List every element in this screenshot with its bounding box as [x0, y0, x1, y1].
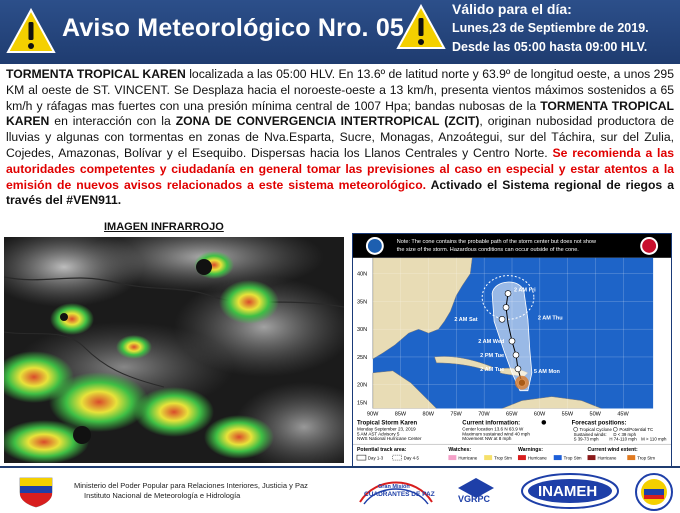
vgrpc-label: VGRPC [458, 494, 491, 504]
lat-label: 20N [356, 382, 368, 389]
lon-label: 75W [450, 411, 462, 418]
point-label: 2 AM Fri [513, 287, 536, 294]
infrared-satellite-image [4, 237, 344, 463]
point-label: 5 AM Mon [533, 368, 560, 375]
lon-label: 90W [366, 411, 379, 418]
watch-hurricane: Hurricane [458, 455, 478, 461]
lon-label: 65W [506, 411, 518, 418]
lon-label: 50W [589, 411, 601, 418]
legend-tc: Tropical Cyclone [579, 426, 612, 432]
extent-hurricane: Hurricane [597, 455, 617, 461]
lon-label: 70W [478, 411, 490, 418]
footer [0, 468, 680, 513]
legend-day45: Day 4-5 [403, 455, 419, 461]
institutional-seal-logo [634, 472, 674, 512]
lon-label: 45W [617, 411, 629, 418]
cuadrantes-small-label: Gran Misión [378, 484, 410, 490]
validity-date: Lunes,23 de Septiembre de 2019. [452, 21, 649, 35]
storm-name: TORMENTA TROPICAL KAREN [6, 98, 674, 129]
lat-label: 30N [356, 327, 368, 334]
point-label: 2 AM Sat [454, 317, 478, 324]
page-title: Aviso Meteorológico Nro. 05 [62, 14, 405, 42]
cuadrantes-de-paz-logo [356, 474, 436, 508]
inameh-logo [520, 472, 620, 510]
forecast-positions-title: Forecast positions: [571, 420, 627, 427]
lon-label: 85W [394, 411, 407, 418]
lon-label: 80W [422, 411, 434, 418]
recommendation-text: Se recomienda a las autoridades competentes y ciudadanía en general tomar las previsiones al caso en especial y estar atentos a la emisión de nuevos avisos relacionados a este sistema meteorológico. [6, 145, 674, 192]
current-wind: Maximum sustained wind 40 mph [462, 431, 530, 437]
warning-icon [6, 8, 56, 54]
forecast-cone-map [352, 233, 672, 470]
infrared-label: IMAGEN INFRARROJO [104, 221, 224, 233]
lat-label: 15N [356, 400, 368, 407]
institute-line: Instituto Nacional de Meteorología e Hidrología [84, 491, 241, 500]
legend-day13: Day 1-3 [367, 455, 384, 461]
storm-advisory: 5 AM AST Advisory 5 [356, 431, 400, 437]
extent-tropstm: Trop Stm [637, 455, 655, 461]
point-label: 2 AM Wed [478, 339, 505, 346]
current-info-title: Current information: [462, 420, 521, 427]
validity-label: Válido para el día: [452, 1, 572, 17]
map-note-line1: Note: The cone contains the probable path of the storm center but does not show [396, 238, 597, 245]
lon-label: 55W [561, 411, 574, 418]
legend-m: M > 110 mph [641, 436, 667, 442]
lat-label: 40N [356, 271, 368, 278]
current-movement: Movement NW at 8 mph [462, 436, 512, 442]
lon-label: 60W [533, 411, 546, 418]
venezuela-shield-logo [16, 474, 56, 508]
validity-hours: Desde las 05:00 hasta 09:00 HLV. [452, 40, 648, 54]
warnings-title: Warnings: [517, 447, 544, 454]
storm-center: NWS National Hurricane Center [356, 436, 422, 442]
wind-extent-title: Current wind extent: [587, 447, 638, 454]
watches-title: Watches: [448, 447, 472, 454]
storm-title: Tropical Storm Karen [356, 420, 418, 427]
storm-name: TORMENTA TROPICAL KAREN [6, 67, 186, 81]
track-area-title: Potential track area: [356, 447, 407, 454]
point-label: 2 AM Thu [537, 315, 563, 322]
lat-label: 25N [356, 354, 368, 361]
inameh-label: INAMEH [538, 483, 598, 500]
bulletin-text [6, 67, 674, 209]
validity-block [452, 0, 649, 57]
bulletin-segment: , originan nubosidad productora de lluvias y algunas con tormentas en zonas de Nva.Esparta, Sucre, Monagas, Anzoátegui, sur del Táchira, sur del Zulia, Cojedes, Amazonas, Bolívar y el Esequibo. Dispersas hacia los Llanos Centrales y Centro Norte. [6, 114, 675, 160]
point-label: 2 PM Tue [480, 352, 505, 359]
vgrpc-logo [454, 476, 498, 506]
ministry-text [74, 481, 308, 501]
lat-label: 35N [356, 299, 368, 306]
header-banner [0, 0, 680, 64]
bulletin-segment: localizada a las 05:00 HLV. En 13.6º de latitud norte y 63.9º de longitud oeste, a unos 295 KM al oeste de ST. VINCENT. Se Desplaza hacia el noroeste-oeste a 13 km/h, presenta vientos máximos sostenidos a 65 km/h y ráfagas mas fuertes con una presión mínima central de 1007 Hpa; bandas nubosas de la [6, 67, 674, 113]
map-note-line2: the size of the storm. Hazardous conditions can occur outside of the cone. [396, 246, 579, 253]
warning-icon [396, 4, 446, 50]
storm-issued: Monday September 23, 2019 [356, 426, 416, 432]
legend-winds: Sustained winds: [573, 431, 607, 437]
warning-tropstm: Trop Stm [563, 455, 582, 461]
watch-tropstm: Trop Stm [494, 455, 512, 461]
zcit-name: ZONA DE CONVERGENCIA INTERTROPICAL (ZCIT) [175, 114, 480, 129]
legend-ptc: Post/Potential TC [619, 426, 654, 432]
legend-d: D < 39 mph [613, 431, 637, 437]
legend-h: H 74-110 mph [609, 436, 637, 442]
legend-s: S 39-73 mph [573, 436, 599, 442]
ministry-line: Ministerio del Poder Popular para Relaciones Interiores, Justicia y Paz [74, 481, 308, 490]
point-label: 2 AM Tue [480, 366, 505, 373]
cuadrantes-label: CUADRANTES DE PAZ [364, 491, 435, 498]
warning-hurricane: Hurricane [527, 455, 547, 461]
bulletin-segment: en interacción con la [49, 114, 176, 129]
ven911-notice: Activado el Sistema regional de riegos a través del #VEN911. [6, 177, 674, 208]
current-center: Center location 13.6 N 63.9 W [462, 426, 524, 432]
